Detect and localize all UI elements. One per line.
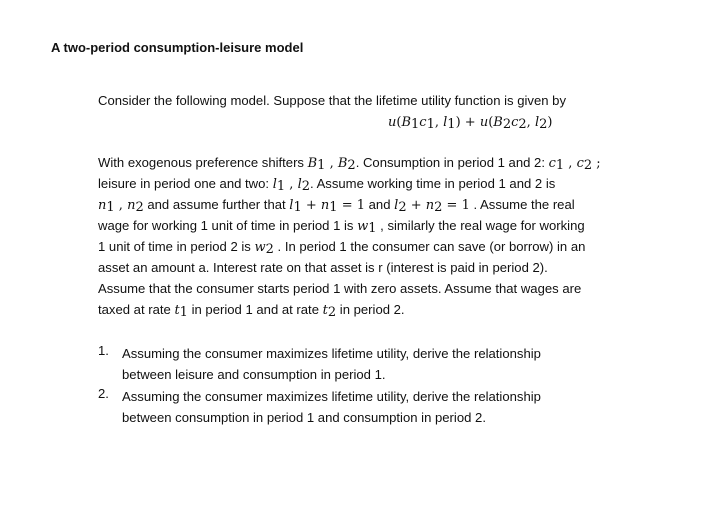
list-item-number: 2. <box>98 386 109 401</box>
list-item-number: 1. <box>98 343 109 358</box>
paragraph-line-3: $n_1$ , $n_2$ and assume further that $l_1 + n_1 = 1$ and $l_2 + n_2 = 1$ . Assume the real <box>98 197 575 215</box>
document-title: A two-period consumption-leisure model <box>51 40 304 55</box>
list-item-line: Assuming the consumer maximizes lifetime utility, derive the relationship <box>122 389 541 404</box>
paragraph-line-1: With exogenous preference shifters $B_1$ , $B_2$. Consumption in period 1 and 2: $c_1$ , $c_2$ ; <box>98 155 601 173</box>
list-item-line: between consumption in period 1 and consumption in period 2. <box>122 410 486 425</box>
paragraph-line-6: asset an amount a. Interest rate on that asset is r (interest is paid in period 2). <box>98 260 548 275</box>
list-item-line: between leisure and consumption in period 1. <box>122 367 386 382</box>
intro-text: Consider the following model. Suppose that the lifetime utility function is given by <box>98 93 566 108</box>
paragraph-line-2: leisure in period one and two: $l_1$ , $l_2$. Assume working time in period 1 and 2 is <box>98 176 556 194</box>
list-item-line: Assuming the consumer maximizes lifetime utility, derive the relationship <box>122 346 541 361</box>
utility-equation: $u(B_1c_1$, $l_1) + u(B_2c_2$, $l_2$) <box>388 115 553 132</box>
paragraph-line-5: 1 unit of time in period 2 is $w_2$ . In period 1 the consumer can save (or borrow) in an <box>98 239 586 257</box>
paragraph-line-8: taxed at rate $t_1$ in period 1 and at rate $t_2$ in period 2. <box>98 302 405 320</box>
paragraph-line-4: wage for working 1 unit of time in period 1 is $w_1$ , similarly the real wage for working <box>98 218 585 236</box>
paragraph-line-7: Assume that the consumer starts period 1 with zero assets. Assume that wages are <box>98 281 582 296</box>
